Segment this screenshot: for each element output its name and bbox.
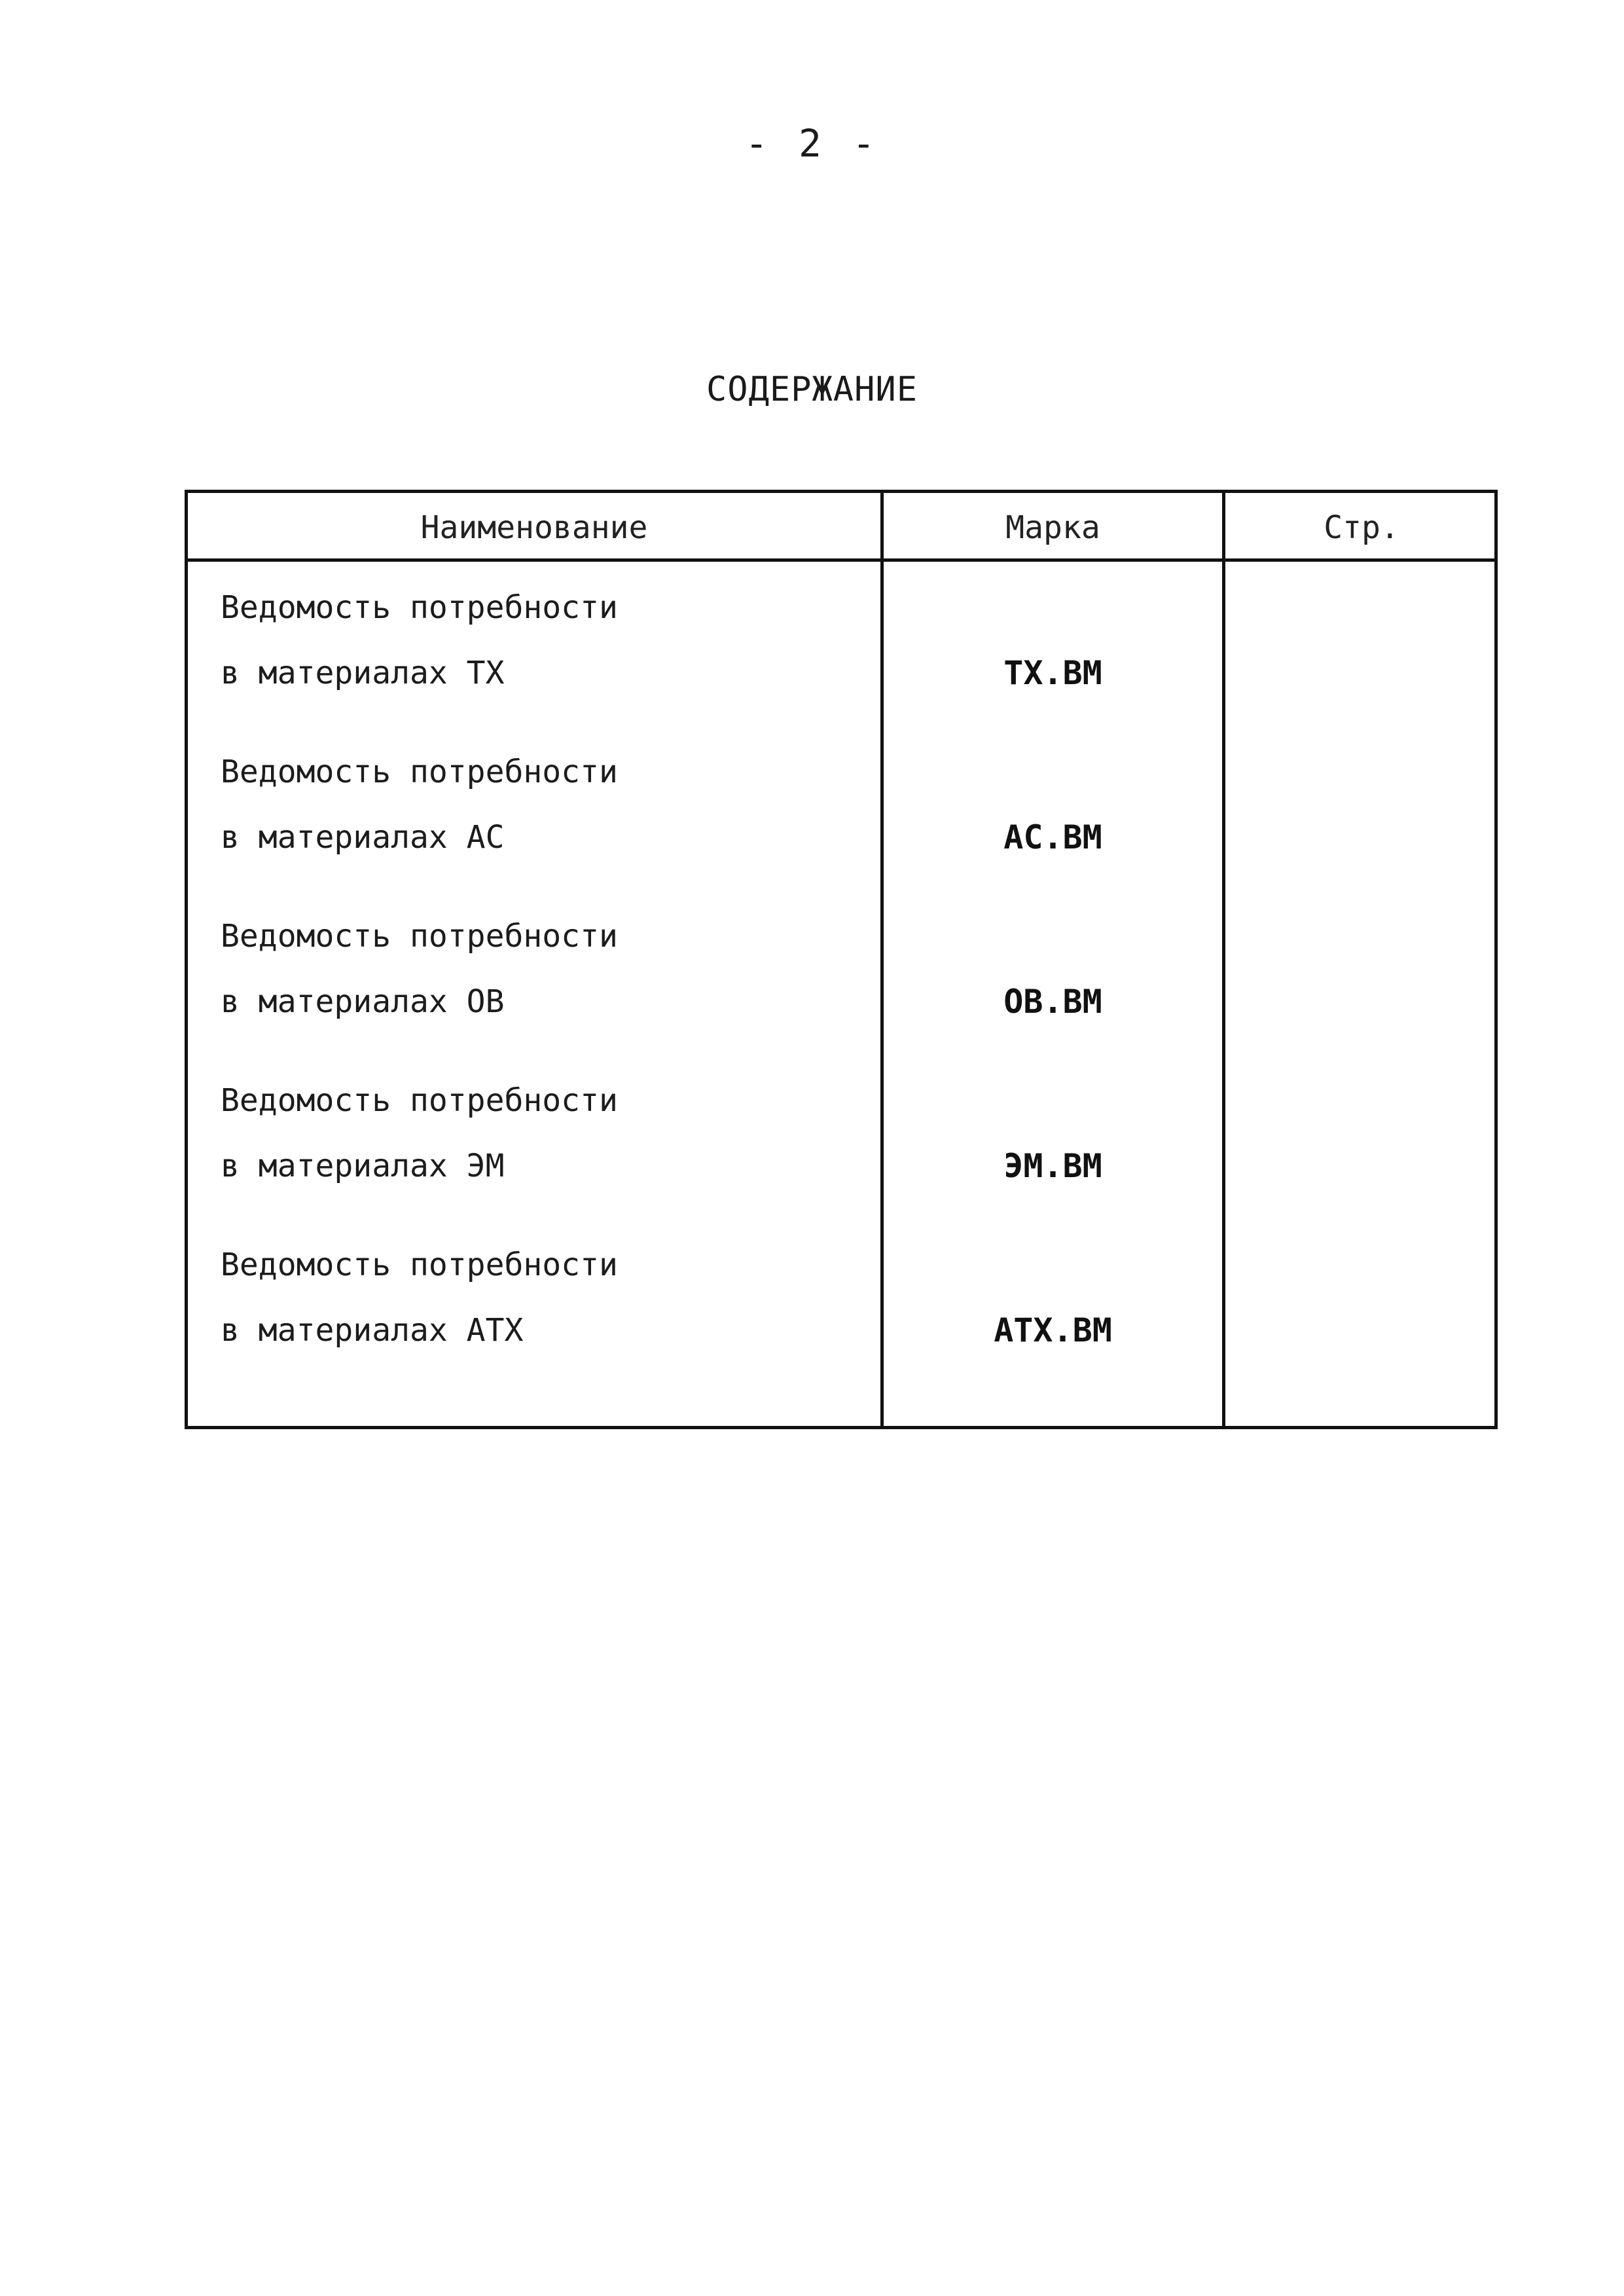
contents-table xyxy=(185,490,1498,1429)
table-row xyxy=(188,1074,1498,1238)
row-name-line-2: в материалах АТХ xyxy=(221,1312,524,1349)
row-page xyxy=(1225,647,1498,699)
row-page xyxy=(1225,975,1498,1028)
row-mark: ТХ.ВМ xyxy=(1003,654,1102,692)
row-page xyxy=(1225,1140,1498,1192)
row-page xyxy=(1225,1304,1498,1357)
row-name-line-2: в материалах АС xyxy=(221,819,505,856)
column-header-page: Стр. xyxy=(1324,509,1399,546)
row-mark: АС.ВМ xyxy=(1003,818,1102,856)
column-header-name: Наименование xyxy=(420,509,648,546)
row-name-line-1: Ведомость потребности xyxy=(221,589,618,626)
table-row xyxy=(188,910,1498,1074)
table-row xyxy=(188,746,1498,909)
row-name-line-2: в материалах ТХ xyxy=(221,655,505,691)
table-row xyxy=(188,581,1498,745)
row-name-line-2: в материалах ОВ xyxy=(221,983,505,1020)
column-header-mark: Марка xyxy=(1005,509,1100,546)
row-name-line-1: Ведомость потребности xyxy=(221,918,618,955)
header-divider xyxy=(188,558,1494,562)
row-mark: АТХ.ВМ xyxy=(994,1311,1112,1349)
row-page xyxy=(1225,811,1498,864)
document-title: СОДЕРЖАНИЕ xyxy=(706,370,918,409)
row-name-line-2: в материалах ЭМ xyxy=(221,1148,505,1184)
row-mark: ОВ.ВМ xyxy=(1003,983,1102,1021)
table-row xyxy=(188,1239,1498,1402)
row-name-line-1: Ведомость потребности xyxy=(221,1247,618,1283)
page-number: - 2 - xyxy=(745,121,879,166)
row-name-line-1: Ведомость потребности xyxy=(221,754,618,790)
row-mark: ЭМ.ВМ xyxy=(1003,1147,1102,1185)
row-name-line-1: Ведомость потребности xyxy=(221,1082,618,1119)
